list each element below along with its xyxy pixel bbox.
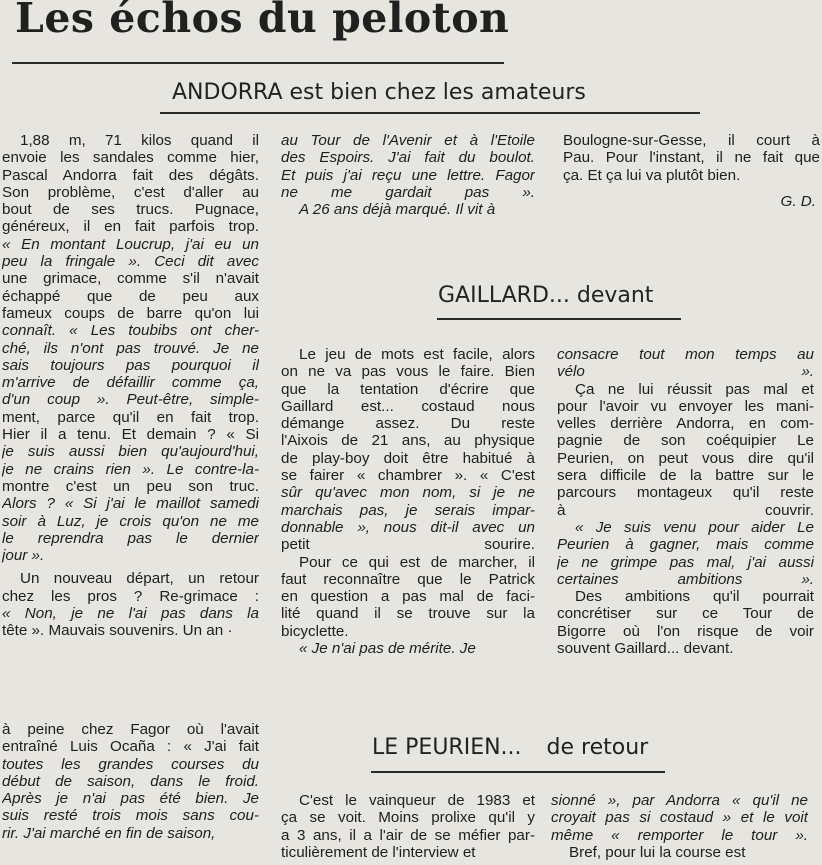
lepeurien-heading-part1: LE PEURIEN... <box>372 735 522 760</box>
text-line: parcours montageux qu'il reste <box>557 484 814 502</box>
gaillard-heading: GAILLARD... devant <box>438 283 654 308</box>
text-line: envoie les sandales comme hier, <box>2 149 259 167</box>
text-line: Pascal Andorra fait des dégâts. <box>2 166 259 184</box>
text-line: velles derrière Andorra, en com- <box>557 415 814 433</box>
text-line: à couvrir. <box>557 501 814 519</box>
text-line: rir. J'ai marché en fin de saison, <box>2 824 216 842</box>
text-line: au Tour de l'Avenir et à l'Etoile <box>281 132 535 149</box>
text-line: même « remporter le tour ». <box>551 826 808 844</box>
text-line: ça. Et ça lui va plutôt bien. <box>563 166 741 184</box>
text-line: consacre tout mon temps au <box>557 346 814 363</box>
text-line: donnable », nous dit-il avec un <box>281 518 535 536</box>
text-line: jour ». <box>2 547 45 565</box>
text-line: Après je n'ai pas été bien. Je <box>2 790 259 808</box>
text-line: certaines ambitions ». <box>557 570 814 588</box>
text-line: Son problème, c'est d'aller au <box>2 183 259 201</box>
text-line: suis resté trois mois sans cou- <box>2 807 259 825</box>
lepeurien-col3-text <box>551 792 808 861</box>
text-line: des Espoirs. J'ai fait du boulot. <box>281 149 535 167</box>
andorra-col3 <box>563 132 820 210</box>
text-line: vélo ». <box>557 363 814 381</box>
text-line: en question a pas mal de faci- <box>281 588 535 606</box>
text-line: de play-boy doit être habitué à <box>281 449 535 467</box>
text-line: se fairer « chambrer ». « C'est <box>281 467 535 485</box>
andorra-col1-p1 <box>2 132 259 564</box>
andorra-signature: G. D. <box>780 192 816 210</box>
text-line: échappé que de peu aux <box>2 287 259 305</box>
text-line: chez les pros ? Re-grimace : <box>2 587 259 605</box>
text-line: sais toujours pas pourquoi il <box>2 356 259 374</box>
text-line: Ça ne lui réussit pas mal et <box>575 380 814 398</box>
text-line: ne me gardait pas ». <box>281 183 535 201</box>
text-line: je ne grimpe pas mal, j'ai aussi <box>557 553 814 571</box>
lepeurien-col3 <box>551 792 808 861</box>
text-line: Boulogne-sur-Gesse, il court à <box>563 132 820 149</box>
title-rule <box>12 62 504 64</box>
text-line: petit sourire. <box>281 536 535 554</box>
text-line: connaît. « Les toubibs ont cher- <box>2 322 259 340</box>
text-line: A 26 ans déjà marqué. Il vit à <box>299 201 496 219</box>
text-line: marchais pas, je serais impar- <box>281 501 535 519</box>
text-line: Pour ce qui est de marcher, il <box>299 553 535 571</box>
text-line: « En montant Loucrup, j'ai eu un <box>2 235 259 253</box>
text-line: une grimace, comme s'il n'avait <box>2 270 259 288</box>
text-line: C'est le vainqueur de 1983 et <box>299 792 535 809</box>
lepeurien-heading <box>372 735 648 760</box>
text-line: Peurien, on peut vous dire qu'il <box>557 449 814 467</box>
gaillard-col3-text <box>557 346 814 657</box>
text-line: toutes les grandes courses du <box>2 755 259 773</box>
text-line: ça se voit. Moins prolixe qu'il y <box>281 809 535 827</box>
text-line: montre c'est un peu son truc. <box>2 477 259 495</box>
text-line: Bigorre où l'on risque de voir <box>557 622 814 640</box>
andorra-col1-continued-text <box>2 721 259 842</box>
text-line: Peurien à gagner, mais comme <box>557 536 814 554</box>
text-line: sera difficile de la battre sur le <box>557 467 814 485</box>
text-line: fameux coups de barre qu'on lui <box>2 304 259 322</box>
text-line: généreux, il en fait parfois trop. <box>2 218 259 236</box>
text-line: a 3 ans, il a l'air de se méfier par- <box>281 826 535 844</box>
text-line: on ne va pas vous le faire. Bien <box>281 363 535 381</box>
text-line: pour l'avoir vu envoyer les mani- <box>557 397 814 415</box>
text-line: tête ». Mauvais souvenirs. Un an · <box>2 622 233 640</box>
text-line: concrétiser sur ce Tour de <box>557 605 814 623</box>
text-line: Un nouveau départ, un retour <box>20 570 259 588</box>
text-line: Pau. Pour l'instant, il ne fait que <box>563 149 820 167</box>
text-line: à peine chez Fagor où l'avait <box>2 721 259 738</box>
andorra-heading: ANDORRA est bien chez les amateurs <box>172 80 586 105</box>
text-line: que la tentation d'écrire que <box>281 380 535 398</box>
andorra-col2-text <box>281 132 535 218</box>
gaillard-col3 <box>557 346 814 657</box>
text-line: le reprendra pas le dernier <box>2 529 259 547</box>
lepeurien-col2-text <box>281 792 535 861</box>
text-line: Hier il a tenu. Et demain ? « Si <box>2 426 259 444</box>
text-line: Et puis j'ai reçu une lettre. Fagor <box>281 166 535 184</box>
text-line: pagnie de son coéquipier Le <box>557 432 814 450</box>
andorra-col1-continued <box>2 721 259 842</box>
text-line: Le jeu de mots est facile, alors <box>299 346 535 363</box>
text-line: souvent Gaillard... devant. <box>557 640 734 658</box>
lepeurien-heading-part2: de retour <box>546 735 649 760</box>
andorra-col3-text <box>563 132 820 184</box>
text-line: Bref, pour lui la course est <box>569 843 746 861</box>
text-line: entraîné Luis Ocaña : « J'ai fait <box>2 738 259 756</box>
text-line: Des ambitions qu'il pourrait <box>575 588 814 606</box>
text-line: l'Aixois de 21 ans, au physique <box>281 432 535 450</box>
text-line: début de saison, dans le froid. <box>2 772 259 790</box>
text-line: lité quand il se trouve sur la <box>281 605 535 623</box>
text-line: démange assez. Du reste <box>281 415 535 433</box>
text-line: ment, parce qu'il en fait trop. <box>2 408 259 426</box>
text-line: m'arrive de défaillir comme ça, <box>2 374 259 392</box>
text-line: « Non, je ne l'ai pas dans la <box>2 605 259 623</box>
text-line: sionné », par Andorra « qu'il ne <box>551 792 808 809</box>
gaillard-col2-text <box>281 346 535 657</box>
lepeurien-col2 <box>281 792 535 861</box>
text-line: « Je suis venu pour aider Le <box>575 518 814 536</box>
text-line: ticulièrement de l'interview et <box>281 843 476 861</box>
text-line: bout de ses trucs. Pugnace, <box>2 201 259 219</box>
text-line: croyait pas si costaud » et le voit <box>551 809 808 827</box>
text-line: Gaillard est... costaud nous <box>281 397 535 415</box>
text-line: 1,88 m, 71 kilos quand il <box>20 132 259 149</box>
text-line: ché, ils n'ont pas trouvé. Je ne <box>2 339 259 357</box>
text-line: bicyclette. <box>281 622 349 640</box>
gaillard-heading-rule <box>437 318 681 320</box>
gaillard-col2 <box>281 346 535 657</box>
andorra-col1-p2 <box>2 570 259 639</box>
text-line: soir à Luz, je crois qu'on ne me <box>2 512 259 530</box>
andorra-col2 <box>281 132 535 218</box>
text-line: Alors ? « Si j'ai le maillot samedi <box>2 495 259 513</box>
text-line: peu la fringale ». Ceci dit avec <box>2 253 259 271</box>
andorra-heading-rule <box>160 112 700 114</box>
text-line: faut reconnaître que le Patrick <box>281 570 535 588</box>
text-line: sûr qu'avec mon nom, si je ne <box>281 484 535 502</box>
andorra-col1 <box>2 132 259 640</box>
text-line: je suis aussi bien qu'aujourd'hui, <box>2 443 259 461</box>
text-line: je ne crains rien ». Le contre-la- <box>2 460 259 478</box>
page-title: Les échos du peloton <box>15 0 510 42</box>
text-line: « Je n'ai pas de mérite. Je <box>299 640 476 658</box>
text-line: d'un coup ». Peut-être, simple- <box>2 391 259 409</box>
lepeurien-heading-rule <box>371 771 665 773</box>
